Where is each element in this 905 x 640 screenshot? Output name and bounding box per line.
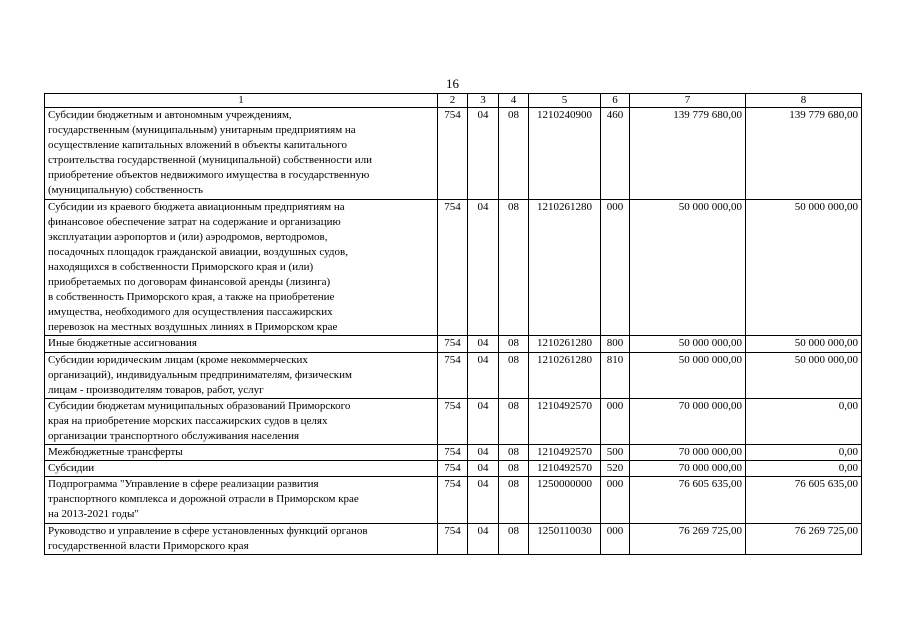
ministry-code: 754: [438, 336, 468, 352]
table-row: [45, 477, 862, 523]
description-line: строительства государственной (муниципальной) собственности или: [48, 154, 372, 167]
description-line: Субсидии бюджетам муниципальных образований Приморского: [48, 399, 351, 412]
budget-table: [44, 93, 862, 555]
header-row: [45, 94, 862, 108]
subsection-code: 08: [499, 523, 529, 554]
amount-column-7: 50 000 000,00: [630, 199, 746, 336]
description-line: края на приобретение морских пассажирских судов в целях: [48, 414, 328, 427]
ministry-code: 754: [438, 461, 468, 477]
description-line: Субсидии из краевого бюджета авиационным предприятиям на: [48, 200, 345, 213]
table-row: [45, 461, 862, 477]
ministry-code: 754: [438, 477, 468, 523]
table-row: [45, 336, 862, 352]
amount-column-7: 70 000 000,00: [630, 398, 746, 444]
column-header: 6: [601, 94, 630, 108]
table-row: [45, 398, 862, 444]
description-line: в собственность Приморского края, а также на приобретение: [48, 291, 335, 304]
target-article-code: 1210492570: [529, 445, 601, 461]
amount-column-7: 50 000 000,00: [630, 336, 746, 352]
amount-column-7: 70 000 000,00: [630, 461, 746, 477]
description-line: организации транспортного обслуживания населения: [48, 429, 300, 442]
description-line: Руководство и управление в сфере установленных функций органов: [48, 524, 368, 537]
description-line: Субсидии юридическим лицам (кроме некоммерческих: [48, 353, 308, 366]
section-code: 04: [468, 461, 499, 477]
expense-type-code: 000: [601, 199, 630, 336]
description-line: организаций), индивидуальным предпринимателям, физическим: [48, 368, 352, 381]
target-article-code: 1210261280: [529, 336, 601, 352]
amount-column-8: 0,00: [746, 398, 862, 444]
description-line: Субсидии: [48, 462, 95, 475]
section-code: 04: [468, 199, 499, 336]
amount-column-8: 0,00: [746, 445, 862, 461]
description-line: приобретаемых по договорам финансовой аренды (лизинга): [48, 276, 331, 289]
column-header: 8: [746, 94, 862, 108]
description-line: приобретение объектов недвижимого имущества в государственную: [48, 169, 370, 182]
description-line: Межбюджетные трансферты: [48, 446, 183, 459]
description-line: Субсидии бюджетным и автономным учреждениям,: [48, 109, 292, 121]
table-row: [45, 445, 862, 461]
description-line: государственной власти Приморского края: [48, 539, 249, 552]
row-description: [45, 398, 438, 444]
subsection-code: 08: [499, 461, 529, 477]
expense-type-code: 000: [601, 523, 630, 554]
expense-type-code: 810: [601, 352, 630, 398]
row-description: [45, 461, 438, 477]
column-header: 3: [468, 94, 499, 108]
expense-type-code: 520: [601, 461, 630, 477]
description-line: находящихся в собственности Приморского края и (или): [48, 260, 314, 273]
ministry-code: 754: [438, 108, 468, 200]
section-code: 04: [468, 523, 499, 554]
ministry-code: 754: [438, 398, 468, 444]
expense-type-code: 000: [601, 477, 630, 523]
page-number: 16: [446, 76, 459, 91]
amount-column-8: 50 000 000,00: [746, 336, 862, 352]
amount-column-8: 50 000 000,00: [746, 352, 862, 398]
column-header: 2: [438, 94, 468, 108]
description-line: финансовое обеспечение затрат на содержание и организацию: [48, 215, 341, 228]
ministry-code: 754: [438, 523, 468, 554]
row-description: [45, 445, 438, 461]
description-line: осуществление капитальных вложений в объекты капитального: [48, 139, 348, 152]
target-article-code: 1210261280: [529, 199, 601, 336]
column-header: 5: [529, 94, 601, 108]
expense-type-code: 800: [601, 336, 630, 352]
row-description: [45, 477, 438, 523]
section-code: 04: [468, 336, 499, 352]
target-article-code: 1250110030: [529, 523, 601, 554]
subsection-code: 08: [499, 199, 529, 336]
section-code: 04: [468, 398, 499, 444]
expense-type-code: 500: [601, 445, 630, 461]
description-line: государственным (муниципальным) унитарным предприятиям на: [48, 124, 356, 137]
column-header: 1: [45, 94, 438, 108]
amount-column-8: 76 269 725,00: [746, 523, 862, 554]
row-description: [45, 523, 438, 554]
row-description: [45, 199, 438, 336]
amount-column-8: 50 000 000,00: [746, 199, 862, 336]
amount-column-7: 70 000 000,00: [630, 445, 746, 461]
description-line: транспортного комплекса и дорожной отрасли в Приморском крае: [48, 493, 359, 506]
section-code: 04: [468, 352, 499, 398]
ministry-code: 754: [438, 199, 468, 336]
description-line: эксплуатации аэропортов и (или) аэродромов, вертодромов,: [48, 230, 328, 243]
description-line: Подпрограмма "Управление в сфере реализации развития: [48, 478, 319, 491]
target-article-code: 1210240900: [529, 108, 601, 200]
row-description: [45, 352, 438, 398]
amount-column-7: 139 779 680,00: [630, 108, 746, 200]
amount-column-8: 0,00: [746, 461, 862, 477]
ministry-code: 754: [438, 352, 468, 398]
column-header: 4: [499, 94, 529, 108]
table-row: [45, 523, 862, 554]
table-row: [45, 352, 862, 398]
amount-column-7: 50 000 000,00: [630, 352, 746, 398]
description-line: посадочных площадок гражданской авиации, воздушных судов,: [48, 245, 348, 258]
table-row: [45, 108, 862, 200]
table-body: [45, 108, 862, 555]
subsection-code: 08: [499, 336, 529, 352]
target-article-code: 1210492570: [529, 461, 601, 477]
target-article-code: 1250000000: [529, 477, 601, 523]
description-line: лицам - производителям товаров, работ, услуг: [48, 383, 264, 396]
description-line: перевозок на местных воздушных линиях в Приморском крае: [48, 321, 338, 334]
ministry-code: 754: [438, 445, 468, 461]
description-line: имущества, необходимого для осуществления пассажирских: [48, 306, 333, 319]
expense-type-code: 460: [601, 108, 630, 200]
expense-type-code: 000: [601, 398, 630, 444]
subsection-code: 08: [499, 352, 529, 398]
section-code: 04: [468, 477, 499, 523]
section-code: 04: [468, 445, 499, 461]
amount-column-7: 76 605 635,00: [630, 477, 746, 523]
subsection-code: 08: [499, 398, 529, 444]
row-description: [45, 108, 438, 200]
target-article-code: 1210492570: [529, 398, 601, 444]
section-code: 04: [468, 108, 499, 200]
table-row: [45, 199, 862, 336]
column-header: 7: [630, 94, 746, 108]
subsection-code: 08: [499, 445, 529, 461]
amount-column-8: 139 779 680,00: [746, 108, 862, 200]
target-article-code: 1210261280: [529, 352, 601, 398]
amount-column-8: 76 605 635,00: [746, 477, 862, 523]
row-description: [45, 336, 438, 352]
subsection-code: 08: [499, 477, 529, 523]
description-line: (муниципальную) собственность: [48, 184, 203, 197]
subsection-code: 08: [499, 108, 529, 200]
description-line: на 2013-2021 годы": [48, 508, 139, 521]
description-line: Иные бюджетные ассигнования: [48, 337, 197, 350]
amount-column-7: 76 269 725,00: [630, 523, 746, 554]
